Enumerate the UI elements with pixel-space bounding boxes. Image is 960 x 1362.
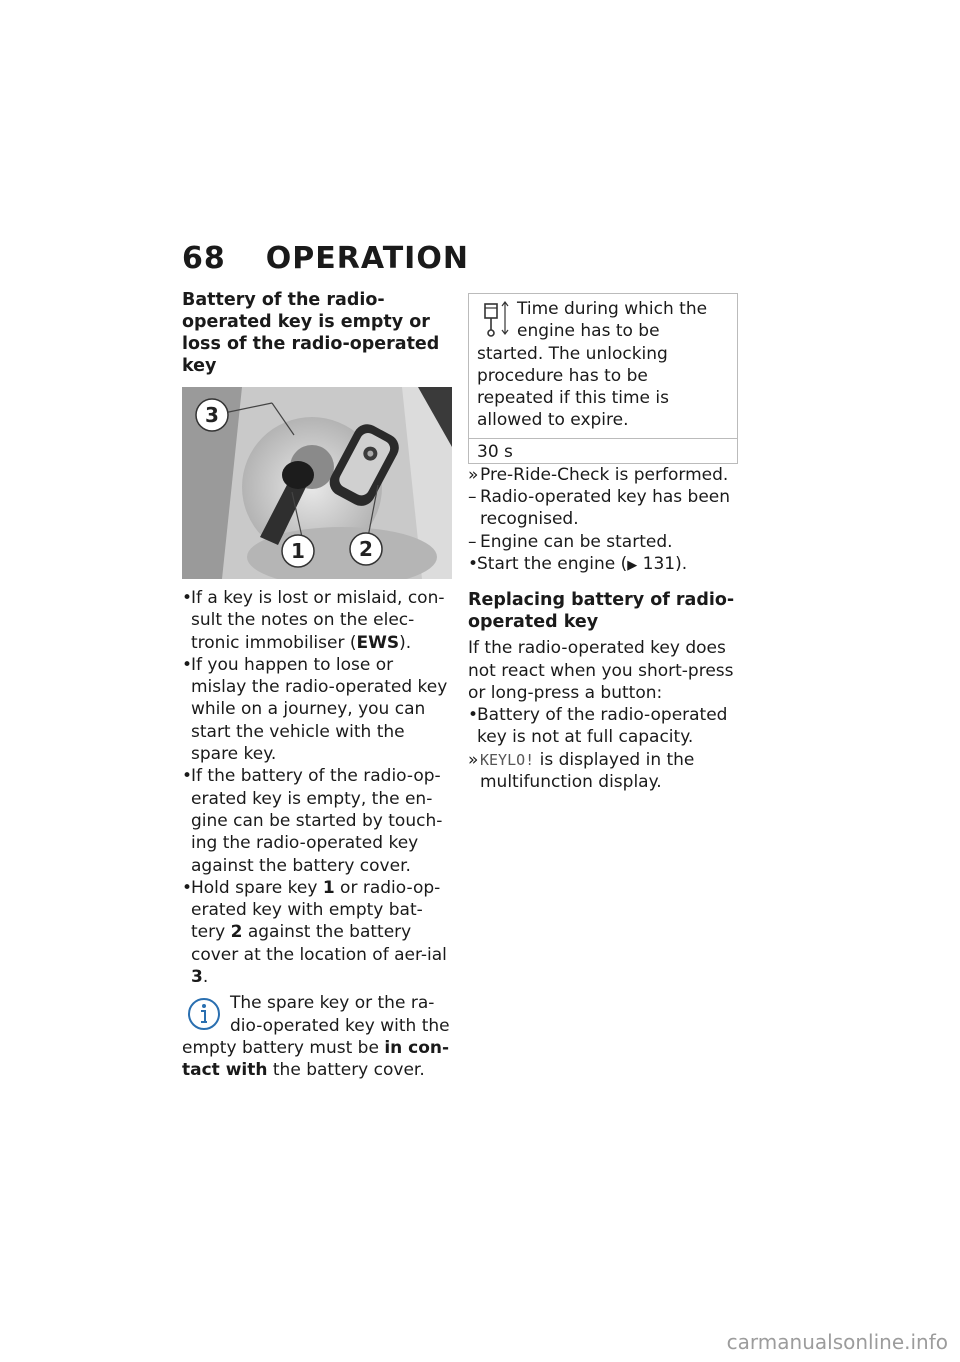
display-code: KEYLO!: [480, 750, 535, 769]
key-illustration: [182, 387, 452, 579]
bullet-dot-icon: •: [182, 877, 193, 898]
timing-spec-value: 30 s: [469, 438, 737, 464]
info-icon: [182, 994, 226, 1032]
timing-spec-box: [468, 293, 738, 464]
bullet-spare-key: • If you happen to lose or mislay the radio-operated key while on a journey, you can start the vehicle with the spare key.: [182, 654, 448, 765]
bullet-dot-icon: •: [182, 588, 193, 608]
bullet-dot-icon: •: [468, 705, 479, 726]
svg-text:2: 2: [359, 537, 373, 561]
page-number: 68: [182, 241, 226, 276]
bullet-dot-icon: •: [182, 766, 193, 787]
bullet-empty-battery: • If the battery of the radio-op-erated key is empty, the en-gine can be started by touch-ing the radio-operated key against the battery cover.: [182, 766, 443, 876]
dash-icon: –: [468, 487, 477, 508]
figure-label-1: [282, 535, 314, 567]
page-reference[interactable]: 131: [642, 553, 676, 574]
page-ref-arrow-icon: ▶: [627, 557, 638, 573]
sub-item-key-recognised: – Radio-operated key has been recognised.: [468, 487, 731, 530]
page-header: [182, 241, 469, 276]
figure-label-3: [196, 399, 228, 431]
bullet-lost-key: • If a key is lost or mislaid, con-sult the notes on the elec-tronic immobiliser (EWS).: [182, 588, 445, 653]
paragraph-no-reaction: If the radio-operated key does not react when you short-press or long-press a button:: [468, 638, 734, 703]
result-keylo-display: » KEYLO! is displayed in the multifunction display.: [468, 749, 695, 793]
svg-text:1: 1: [291, 539, 305, 563]
footer-watermark: carmanualsonline.info: [726, 1330, 948, 1354]
key-battery-figure: [182, 387, 452, 579]
bullet-dot-icon: •: [182, 654, 193, 675]
ews-term: EWS: [356, 632, 400, 653]
engine-piston-icon: [473, 298, 513, 342]
result-arrow-icon: »: [468, 464, 479, 485]
section-heading: Battery of the radio-operated key is empty or loss of the radio-operated key: [182, 290, 440, 376]
bullet-dot-icon: •: [468, 553, 479, 574]
svg-text:3: 3: [205, 403, 219, 427]
timing-spec-description: Time during which the engine has to be started. The unlocking procedure has to be repeated if this time is allowed to expire.: [469, 294, 737, 438]
page-title: OPERATION: [265, 241, 469, 276]
left-column: [182, 289, 452, 1082]
action-hold-key: • Hold spare key 1 or radio-op-erated key with empty bat-tery 2 against the battery cover at the location of aer-ial 3.: [182, 877, 447, 988]
dash-icon: –: [468, 531, 477, 552]
figure-label-2: [350, 533, 382, 565]
right-column: [468, 293, 740, 793]
result-pre-ride-check: » Pre-Ride-Check is performed.: [468, 464, 729, 485]
bullet-battery-low: • Battery of the radio-operated key is not at full capacity.: [468, 705, 728, 748]
section-heading-replace-battery: Replacing battery of radio-operated key: [468, 590, 735, 633]
info-note: The spare key or the ra-dio-operated key with the empty battery must be in con-tact with the battery cover.: [182, 993, 450, 1081]
result-arrow-icon: »: [468, 749, 479, 770]
action-start-engine: • Start the engine (▶ 131).: [468, 553, 688, 574]
sub-item-engine-start: – Engine can be started.: [468, 531, 673, 552]
